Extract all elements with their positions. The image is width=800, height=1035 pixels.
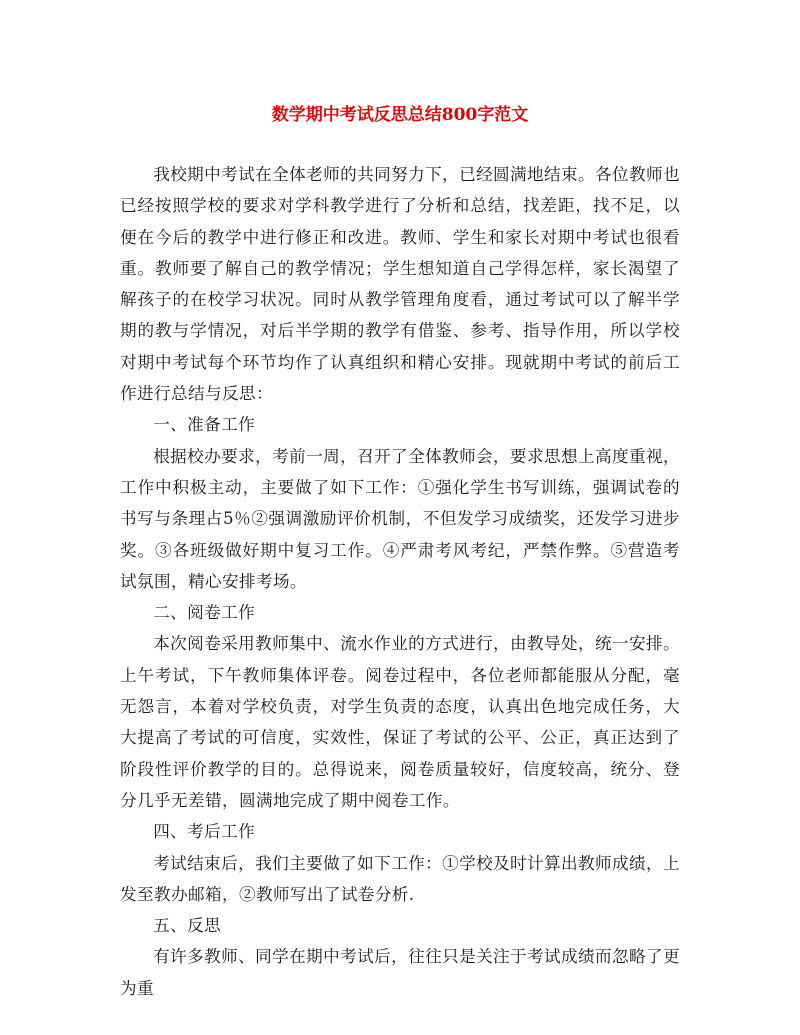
paragraph-reflection: 有许多教师、同学在期中考试后，往往只是关注于考试成绩而忽略了更为重 <box>120 947 680 998</box>
document-body <box>120 159 680 1004</box>
section-heading-reflection: 五、反思 <box>153 916 222 936</box>
document-title: 数学期中考试反思总结800字范文 <box>271 105 529 125</box>
paragraph-intro: 我校期中考试在全体老师的共同努力下，已经圆满地结束。各位教师也已经按照学校的要求对学科教学进行了分析和总结，找差距，找不足，以便在今后的教学中进行修正和改进。教师、学生和家长对期中考试也很看重。教师要了解自己的教学情况；学生想知道自己学得怎样，家长渴望了解孩子的在校学习状况。同时从教学管理角度看，通过考试可以了解半学期的教与学情况，对后半学期的教学有借鉴、参考、指导作用，所以学校对期中考试每个环节均作了认真组织和精心安排。现就期中考试的前后工作进行总结与反思： <box>120 165 680 404</box>
section-heading-after-exam: 四、考后工作 <box>153 822 256 842</box>
section-heading-grading: 二、阅卷工作 <box>153 603 256 623</box>
paragraph-grading: 本次阅卷采用教师集中、流水作业的方式进行，由教导处，统一安排。上午考试，下午教师集体评卷。阅卷过程中，各位老师都能服从分配，毫无怨言，本着对学校负责，对学生负责的态度，认真出色地完成任务，大大提高了考试的可信度，实效性，保证了考试的公平、公正，真正达到了阶段性评价教学的目的。总得说来，阅卷质量较好，信度较高，统分、登分几乎无差错，圆满地完成了期中阅卷工作。 <box>120 634 680 810</box>
paragraph-after-exam: 考试结束后，我们主要做了如下工作：①学校及时计算出教师成绩，上发至教办邮箱，②教师写出了试卷分析. <box>120 853 680 904</box>
section-heading-preparation: 一、准备工作 <box>153 415 256 435</box>
paragraph-preparation: 根据校办要求，考前一周，召开了全体教师会，要求思想上高度重视，工作中积极主动，主要做了如下工作：①强化学生书写训练，强调试卷的书写与条理占5％②强调激励评价机制，不但发学习成绩奖，还发学习进步奖。③各班级做好期中复习工作。④严肃考风考纪，严禁作弊。⑤营造考试氛围，精心安排考场。 <box>120 446 680 591</box>
